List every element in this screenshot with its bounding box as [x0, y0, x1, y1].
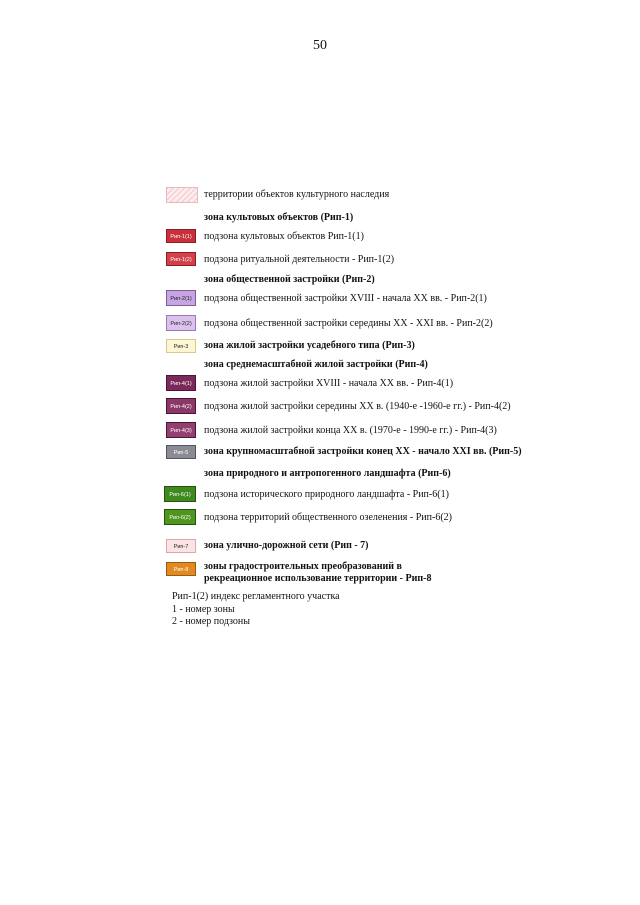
zone1-heading: зона культовых объектов (Рип-1) [204, 212, 354, 223]
zone5-swatch: Рип-5 [166, 445, 196, 459]
legend-row-sub4-3 [0, 422, 640, 442]
sub6-1-label: подзона исторического природного ландшафта - Рип-6(1) [204, 489, 449, 500]
zone8-swatch: Рип-8 [166, 562, 196, 576]
zone5-label: зона крупномасштабной застройки конец XX - начало XXI вв. (Рип-5) [204, 446, 522, 457]
legend-row-zone3 [0, 339, 640, 359]
sub6-2-swatch: Рип-6(2) [164, 509, 196, 525]
sub1-2-label: подзона ритуальной деятельности - Рип-1(2) [204, 254, 395, 265]
zone6-heading: зона природного и антропогенного ландшафта (Рип-6) [204, 468, 451, 479]
sub6-2-label: подзона территорий общественного озеленения - Рип-6(2) [204, 512, 452, 523]
zone-number-note: 1 - номер зоны [172, 604, 235, 615]
legend-row-zone5 [0, 445, 640, 465]
legend-row-sub6-1 [0, 486, 640, 506]
legend-row-sub1-2 [0, 252, 640, 272]
sub4-1-swatch: Рип-4(1) [166, 375, 196, 391]
heritage-swatch [166, 187, 198, 203]
sub4-3-label: подзона жилой застройки конца XX в. (1970-е - 1990-е гг.) - Рип-4(3) [204, 425, 497, 436]
sub2-2-swatch: Рип-2(2) [166, 315, 196, 331]
zone7-swatch: Рип-7 [166, 539, 196, 553]
index-note: Рип-1(2) индекс регламентного участка [172, 591, 340, 602]
sub4-3-swatch: Рип-4(3) [166, 422, 196, 438]
heritage-label: территории объектов культурного наследия [204, 189, 390, 200]
sub4-1-label: подзона жилой застройки XVIII - начала XX вв. - Рип-4(1) [204, 378, 454, 389]
sub6-1-swatch: Рип-6(1) [164, 486, 196, 502]
legend-row-sub2-1 [0, 290, 640, 310]
legend-row-heritage [0, 187, 640, 207]
legend-row-sub4-1 [0, 375, 640, 395]
sub1-1-swatch: Рип-1(1) [166, 229, 196, 243]
sub2-1-label: подзона общественной застройки XVIII - начала XX вв. - Рип-2(1) [204, 293, 487, 304]
legend-row-sub2-2 [0, 315, 640, 335]
sub4-2-swatch: Рип-4(2) [166, 398, 196, 414]
zone3-label: зона жилой застройки усадебного типа (Рип-3) [204, 340, 415, 351]
zone8-label-line1: зоны градостроительных преобразований в [204, 561, 402, 572]
zone8-label-line2: рекреационное использование территории - Рип-8 [204, 573, 432, 584]
legend-row-sub4-2 [0, 398, 640, 418]
legend-row-sub1-1 [0, 229, 640, 249]
legend-row-sub6-2 [0, 509, 640, 529]
sub1-2-swatch: Рип-1(2) [166, 252, 196, 266]
sub2-1-swatch: Рип-2(1) [166, 290, 196, 306]
legend-row-zone8 [0, 561, 640, 591]
zone4-heading: зона среднемасштабной жилой застройки (Рип-4) [204, 359, 428, 370]
sub4-2-label: подзона жилой застройки середины XX в. (1940-е -1960-е гг.) - Рип-4(2) [204, 401, 511, 412]
sub2-2-label: подзона общественной застройки середины XX - XXI вв. - Рип-2(2) [204, 318, 493, 329]
page-number: 50 [313, 38, 327, 53]
legend-row-zone7 [0, 539, 640, 559]
subzone-number-note: 2 - номер подзоны [172, 616, 250, 627]
zone3-swatch: Рип-3 [166, 339, 196, 353]
zone2-heading: зона общественной застройки (Рип-2) [204, 274, 375, 285]
sub1-1-label: подзона культовых объектов Рип-1(1) [204, 231, 364, 242]
zone7-label: зона улично-дорожной сети (Рип - 7) [204, 540, 369, 551]
